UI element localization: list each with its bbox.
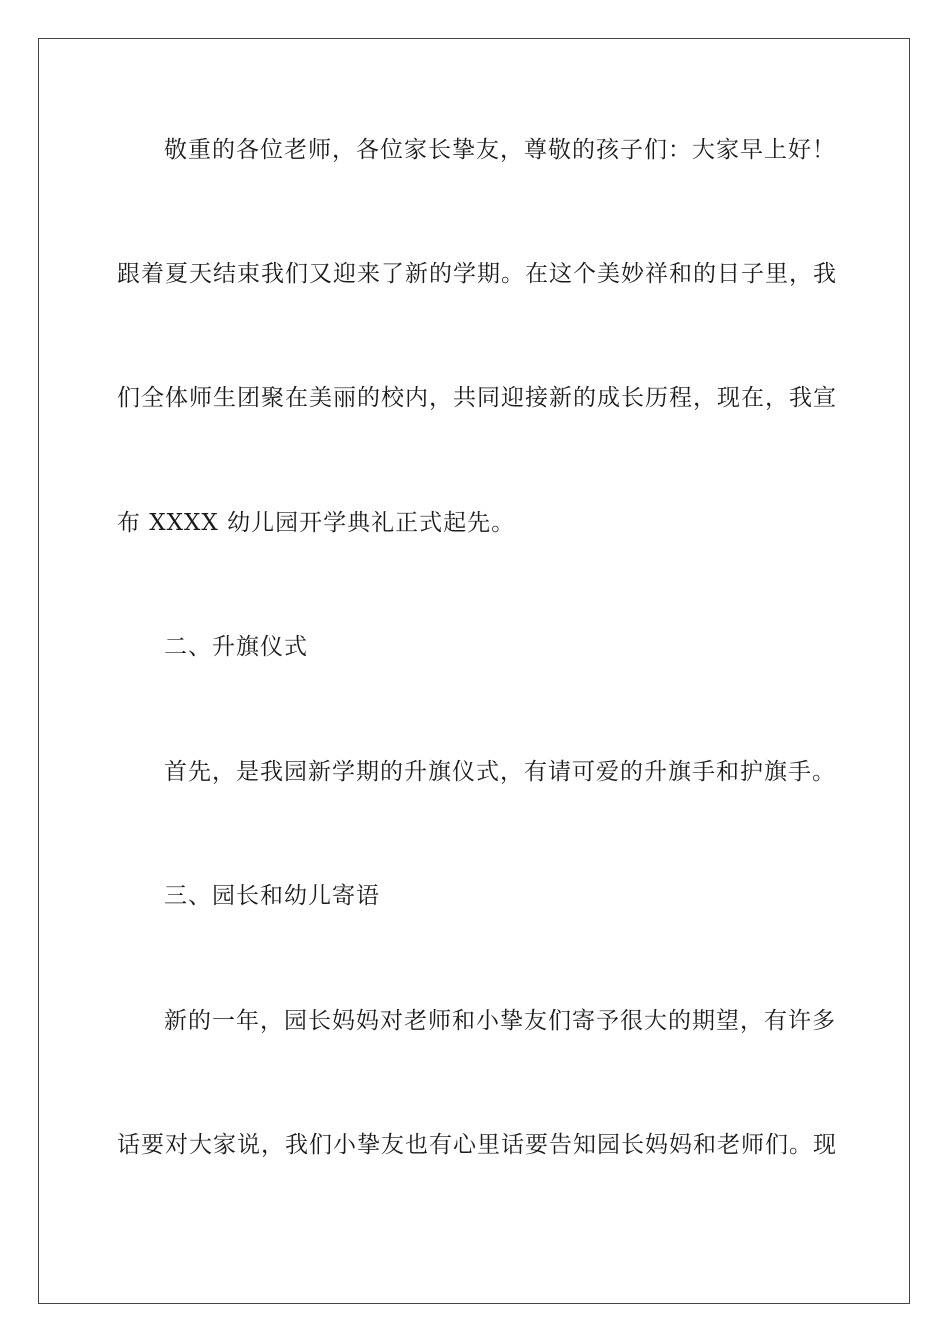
section-heading-flag-ceremony: 二、升旗仪式 — [164, 634, 308, 660]
body-line: 首先，是我园新学期的升旗仪式，有请可爱的升旗手和护旗手。 — [164, 759, 836, 785]
body-line: 话要对大家说，我们小挚友也有心里话要告知园长妈妈和老师们。现 — [117, 1132, 837, 1158]
section-heading-principal-message: 三、园长和幼儿寄语 — [164, 883, 380, 909]
body-line: 们全体师生团聚在美丽的校内，共同迎接新的成长历程，现在，我宣 — [117, 385, 837, 411]
page-border — [38, 38, 910, 1304]
body-line: 新的一年，园长妈妈对老师和小挚友们寄予很大的期望，有许多 — [164, 1008, 836, 1034]
body-line: 布 XXXX 幼儿园开学典礼正式起先。 — [117, 510, 516, 536]
greeting-paragraph: 敬重的各位老师，各位家长挚友，尊敬的孩子们：大家早上好！ — [164, 137, 836, 163]
body-line: 跟着夏天结束我们又迎来了新的学期。在这个美妙祥和的日子里，我 — [117, 261, 837, 287]
